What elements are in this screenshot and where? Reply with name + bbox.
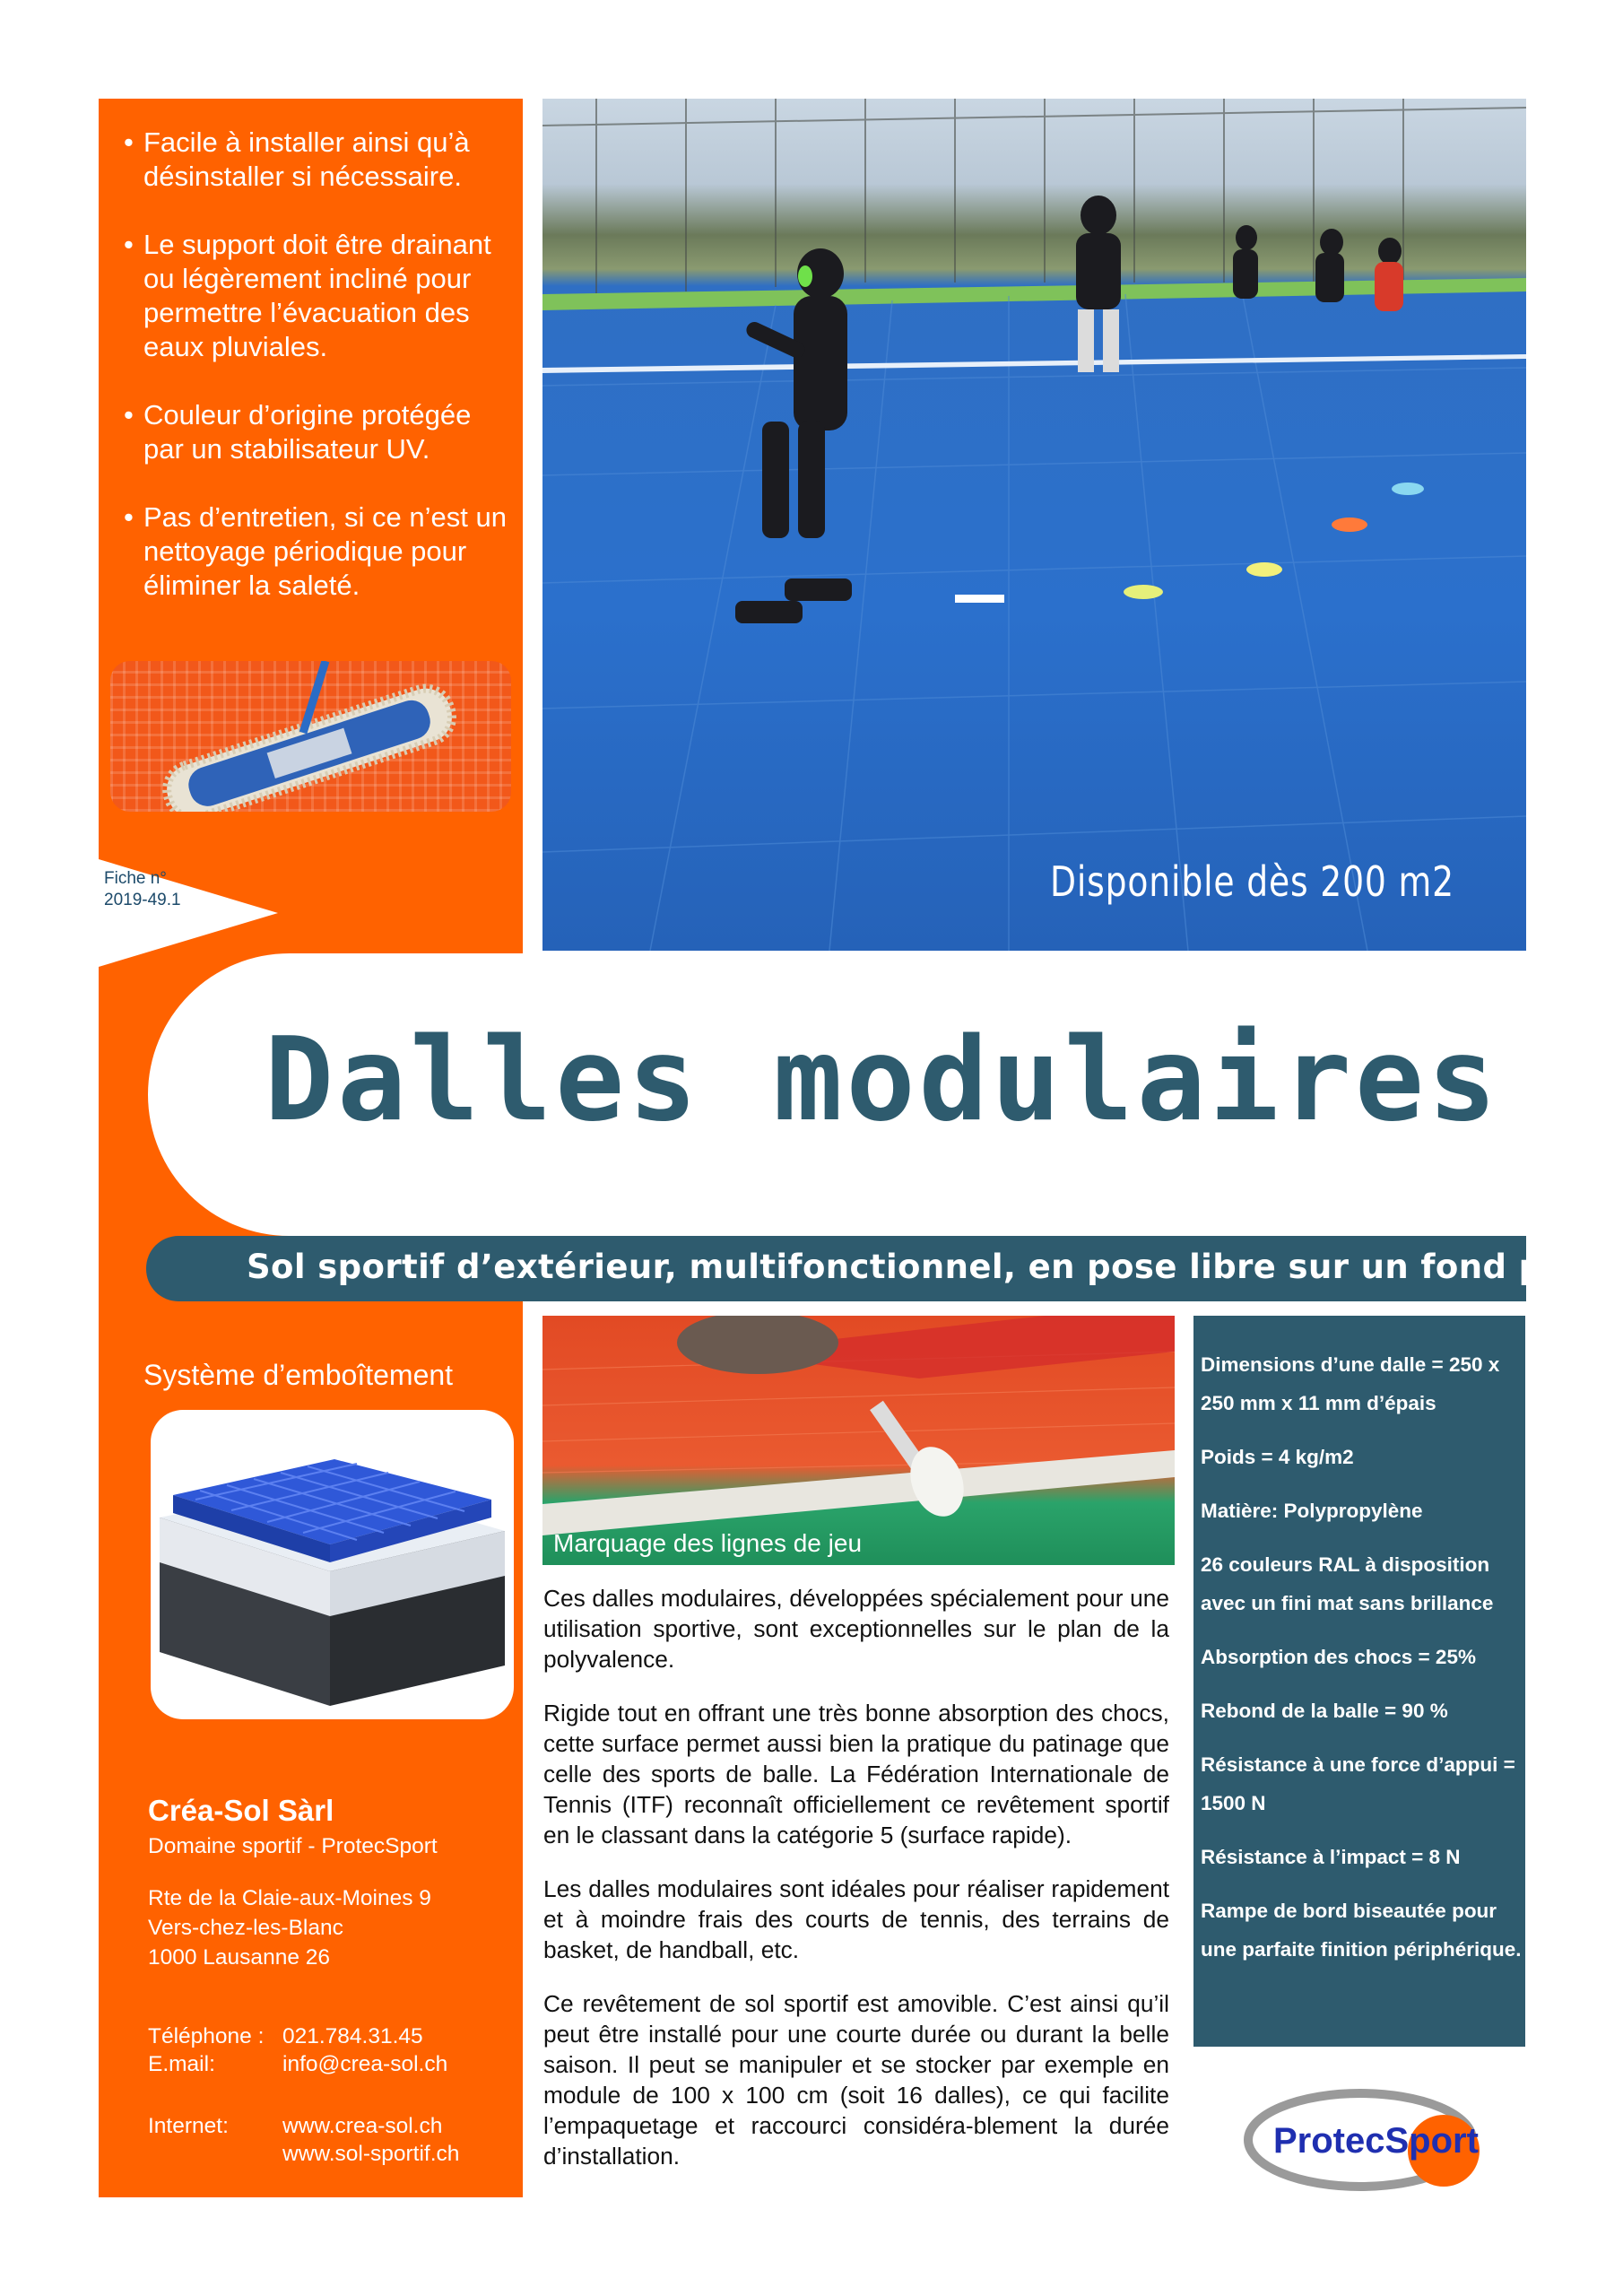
body-text: [543, 1583, 1169, 2195]
spec-item: 26 couleurs RAL à disposition avec un fini mat sans brillance: [1201, 1553, 1494, 1614]
website-link[interactable]: www.sol-sportif.ch: [282, 2142, 460, 2166]
phone-number: 021.784.31.45: [282, 2024, 423, 2048]
spec-item: Rampe de bord biseautée pour une parfaite finition périphérique.: [1201, 1900, 1522, 1961]
bullet-item: • Facile à installer ainsi qu’à désinstaller si nécessaire.: [143, 126, 516, 194]
address-street: Rte de la Claie-aux-Moines 9: [148, 1886, 431, 1910]
emboitement-title: Système d’emboîtement: [143, 1359, 454, 1391]
page-title: Dalles modulaires: [265, 1013, 1501, 1147]
specs-list: [1201, 1345, 1523, 1984]
spec-item: Résistance à l’impact = 8 N: [1201, 1846, 1461, 1868]
body-paragraph: Les dalles modulaires sont idéales pour réaliser rapidement et à moindre frais des courts de tennis, des terrains de basket, de handball, etc.: [543, 1875, 1169, 1963]
feature-bullets: [121, 126, 516, 637]
tile-diagram-image: [151, 1410, 514, 1719]
body-paragraph: Ce revêtement de sol sportif est amovible. C’est ainsi qu’il peut être installé pour une courte durée ou durant la belle saison. Il peut se manipuler et se stocker par exemple en module de 100 x 100 cm (soit 16 dalles), ce qui facilite l’empaquetage et raccourci considéra-blement la durée d’installation.: [543, 1990, 1169, 2170]
company-division: Domaine sportif - ProtecSport: [148, 1834, 438, 1858]
marking-photo: [542, 1316, 1175, 1565]
hero-caption: Disponible dès 200 m2: [1050, 857, 1454, 906]
spec-item: Matière: Polypropylène: [1201, 1500, 1423, 1522]
hero-photo-skating-court: [542, 99, 1526, 951]
address-locality: Vers-chez-les-Blanc: [148, 1916, 343, 1940]
fiche-label: [104, 868, 265, 911]
email-label: E.mail:: [148, 2052, 215, 2076]
spec-item: Rebond de la balle = 90 %: [1201, 1700, 1448, 1722]
website-link[interactable]: www.crea-sol.ch: [282, 2114, 443, 2138]
body-paragraph: Rigide tout en offrant une très bonne absorption des chocs, cette surface permet aussi bien la pratique du patinage que celle des sports de balle. La Fédération Internationale de Tennis (ITF) reconnaît officiellement ce revêtement sportif en le classant dans la catégorie 5 (surface rapide).: [543, 1700, 1169, 1848]
company-name: Créa-Sol Sàrl: [148, 1794, 334, 1827]
spec-item: Résistance à une force d’appui = 1500 N: [1201, 1753, 1515, 1814]
fiche-title: Fiche n°: [104, 869, 167, 888]
email-link[interactable]: info@crea-sol.ch: [282, 2052, 448, 2076]
marking-caption: Marquage des lignes de jeu: [553, 1529, 863, 1557]
address-city: 1000 Lausanne 26: [148, 1945, 330, 1970]
fiche-number: 2019-49.1: [104, 891, 181, 909]
body-paragraph: Ces dalles modulaires, développées spécialement pour une utilisation sportive, sont exceptionnelles sur le plan de la polyvalence.: [543, 1585, 1169, 1673]
protecsport-logo: [1242, 2079, 1480, 2200]
bullet-item: • Pas d’entretien, si ce n’est un nettoyage périodique pour éliminer la saleté.: [143, 500, 516, 603]
spec-item: Dimensions d’une dalle = 250 x 250 mm x 11 mm d’épais: [1201, 1353, 1500, 1414]
spec-item: Absorption des chocs = 25%: [1201, 1646, 1476, 1668]
mop-photo: [110, 661, 511, 812]
phone-label: Téléphone :: [148, 2024, 265, 2048]
page-subtitle: Sol sportif d’extérieur, multifonctionnel, en pose libre sur un fond plat: [247, 1248, 1594, 1286]
spec-item: Poids = 4 kg/m2: [1201, 1446, 1354, 1468]
bullet-item: • Le support doit être drainant ou légèrement incliné pour permettre l’évacuation des eaux pluviales.: [143, 228, 516, 364]
bullet-item: • Couleur d’origine protégée par un stabilisateur UV.: [143, 398, 516, 466]
internet-label: Internet:: [148, 2114, 229, 2138]
logo-text: ProtecSport: [1273, 2121, 1479, 2161]
